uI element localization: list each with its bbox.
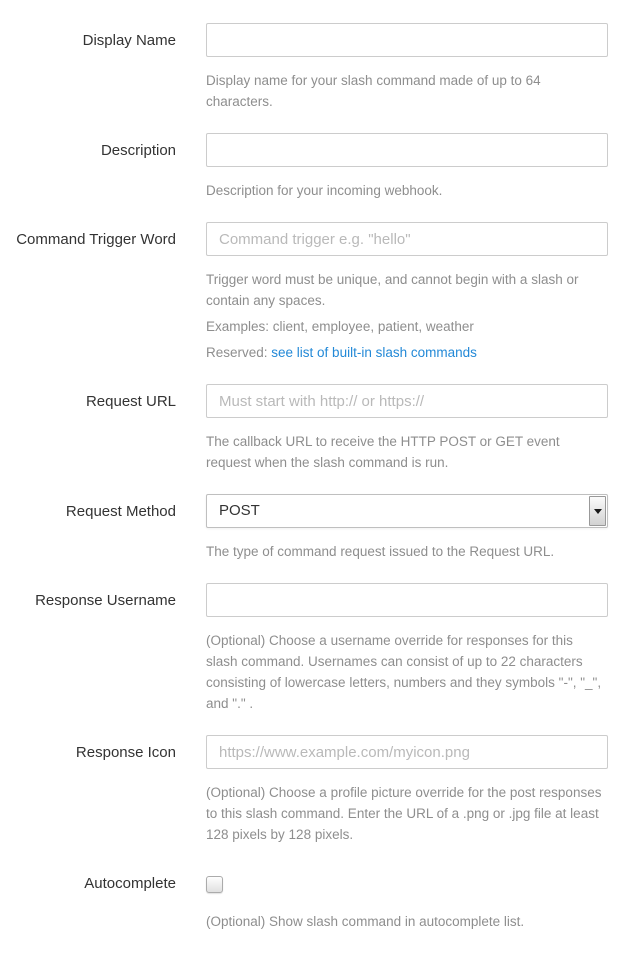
response-icon-label: Response Icon — [75, 744, 176, 761]
response-username-help — [206, 630, 608, 714]
help-text: The callback URL to receive the HTTP POST or GET event request when the slash command is run. — [206, 434, 560, 470]
help-text: (Optional) Choose a profile picture override for the post responses to this slash command. Enter the URL of a .png or .jpg file at least 128 pixels by 128 pixels. — [206, 785, 602, 842]
response-username-input[interactable] — [206, 583, 608, 617]
description-input[interactable] — [206, 133, 608, 167]
help-text: (Optional) Show slash command in autocomplete list. — [206, 914, 525, 929]
command-trigger-word-help — [206, 269, 608, 363]
request-url-label: Request URL — [85, 393, 176, 410]
form-row-description — [0, 133, 625, 201]
form-row-response-username — [0, 583, 625, 714]
response-icon-input[interactable] — [206, 735, 608, 769]
form-row-display-name — [0, 23, 625, 112]
response-icon-help — [206, 782, 608, 845]
request-method-select[interactable] — [206, 494, 608, 528]
reserved-prefix: Reserved: — [206, 345, 272, 360]
help-text-reserved — [206, 342, 608, 363]
description-help — [206, 180, 608, 201]
form-row-autocomplete — [0, 866, 625, 932]
help-text: Display name for your slash command made of up to 64 characters. — [206, 73, 541, 109]
built-in-commands-link[interactable]: see list of built-in slash commands — [271, 345, 477, 360]
autocomplete-help — [206, 911, 608, 932]
help-text: (Optional) Choose a username override for responses for this slash command. Usernames can consist of up to 22 characters consisting of lowercase letters, numbers and they symbols "-", "_", and "." . — [206, 633, 602, 711]
display-name-input[interactable] — [206, 23, 608, 57]
autocomplete-checkbox[interactable] — [206, 876, 223, 893]
help-text: The type of command request issued to the Request URL. — [206, 544, 555, 559]
display-name-help — [206, 70, 608, 112]
request-url-input[interactable] — [206, 384, 608, 418]
response-username-label: Response Username — [35, 592, 176, 609]
help-text: Description for your incoming webhook. — [206, 183, 443, 198]
request-method-value: POST — [219, 502, 260, 519]
autocomplete-label: Autocomplete — [84, 875, 176, 892]
help-text: Trigger word must be unique, and cannot begin with a slash or contain any spaces. — [206, 272, 579, 308]
description-label: Description — [100, 142, 176, 159]
form-row-command-trigger-word — [0, 222, 625, 363]
request-method-help — [206, 541, 608, 562]
command-trigger-word-label: Command Trigger Word — [16, 231, 176, 248]
display-name-label: Display Name — [82, 32, 176, 49]
command-trigger-word-input[interactable] — [206, 222, 608, 256]
request-method-label: Request Method — [65, 503, 176, 520]
help-text-examples: Examples: client, employee, patient, weather — [206, 319, 474, 334]
form-row-request-url — [0, 384, 625, 473]
chevron-down-icon[interactable] — [589, 496, 606, 526]
request-url-help — [206, 431, 608, 473]
form-row-request-method — [0, 494, 625, 562]
form-row-response-icon — [0, 735, 625, 845]
